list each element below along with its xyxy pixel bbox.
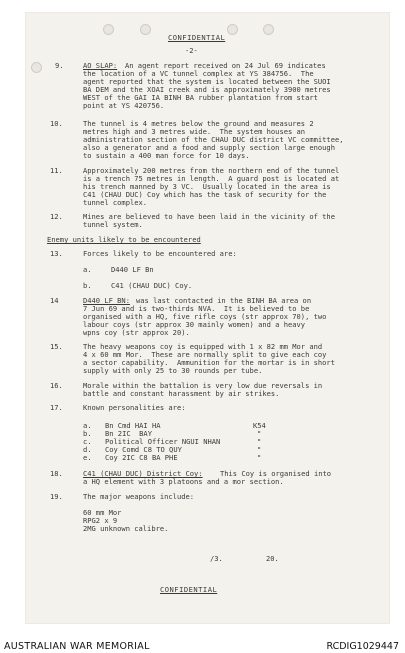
punch-hole (263, 24, 274, 35)
list-item: D440 LF Bn (111, 265, 154, 274)
para-line: 4 x 60 mm Mor. These are normally split to give each coy (83, 350, 327, 359)
para-line: organised with a HQ, five rifle coys (str approx 70), two (83, 312, 327, 321)
list-item: C41 (CHAU DUC) Coy. (111, 281, 193, 290)
punch-hole (103, 24, 114, 35)
para-heading: D440 LF BN: (83, 296, 130, 305)
para-number: 18. (50, 469, 63, 478)
list-mark: " (257, 437, 262, 446)
para-line: Known personalities are: (83, 403, 186, 412)
para-line: 7 Jun 69 and is two-thirds NVA. It is believed to be (83, 304, 310, 313)
para-line: his trench manned by 3 VC. Usually located in the area is (83, 182, 331, 191)
list-item: Coy Comd C8 TO QUY (105, 445, 182, 454)
para-line: agent reported that the system is located between the SUOI (83, 77, 331, 86)
weapon-item: 60 mm Mor (83, 508, 122, 517)
record-id: RCDIG1029447 (326, 641, 399, 652)
para-line: BA DEM and the XOAI creek and is approximately 3900 metres (83, 85, 331, 94)
para-line: The major weapons include: (83, 492, 195, 501)
para-number: 9. (55, 61, 64, 70)
para-line: WEST of the GAI IA BINH BA rubber plantation from start (83, 93, 318, 102)
list-item: Coy 2IC C8 BA PHE (105, 453, 178, 462)
para-line: metres high and 3 metres wide. The system houses an (83, 127, 306, 136)
para-line: The heavy weapons coy is equipped with 1 x 82 mm Mor and (83, 342, 323, 351)
para-line: Mines are believed to have been laid in the vicinity of the (83, 212, 335, 221)
para-line: administration section of the CHAU DUC district VC committee, (83, 135, 344, 144)
para-heading: AO SLAP: (83, 61, 118, 70)
para-line: labour coys (str approx 30 mainly women) and a heavy (83, 320, 306, 329)
para-line: tunnel complex. (83, 198, 148, 207)
continuation-mark: /3. (210, 554, 223, 563)
para-line: Forces likely to be encountered are: (83, 249, 237, 258)
para-line: Approximately 200 metres from the northern end of the tunnel (83, 166, 340, 175)
para-line: the location of a VC tunnel complex at YS 384756. The (83, 69, 314, 78)
list-item: Political Officer NGUI NHAN (105, 437, 221, 446)
para-number: 10. (50, 119, 63, 128)
para-heading: C41 (CHAU DUC) District Coy: (83, 469, 203, 478)
para-line: is a trench 75 metres in length. A guard post is located at (83, 174, 340, 183)
institution-label: AUSTRALIAN WAR MEMORIAL (4, 641, 150, 652)
para-number: 12. (50, 212, 63, 221)
list-letter: d. (83, 445, 92, 454)
document-page (25, 12, 390, 624)
para-number: 13. (50, 249, 63, 258)
para-line: Morale within the battalion is very low due reversals in (83, 381, 323, 390)
section-heading: Enemy units likely to be encountered (47, 235, 201, 244)
para-number: 19. (50, 492, 63, 501)
archive-footer-bar (0, 633, 405, 653)
para-number: 14 (50, 296, 59, 305)
list-letter: b. (83, 429, 92, 438)
weapon-item: RPG2 x 9 (83, 516, 118, 525)
punch-hole (227, 24, 238, 35)
punch-hole (31, 62, 42, 73)
list-item: Bn Cmd HAI HA (105, 421, 161, 430)
para-line: was last contacted in the BINH BA area on (136, 296, 312, 305)
para-line: a HQ element with 3 platoons and a mor section. (83, 477, 284, 486)
classification-bottom: CONFIDENTIAL (160, 585, 218, 594)
para-line: An agent report received on 24 Jul 69 indicates (125, 61, 326, 70)
list-letter: b. (83, 281, 92, 290)
para-line: The tunnel is 4 metres below the ground and measures 2 (83, 119, 314, 128)
para-line: This Coy is organised into (220, 469, 332, 478)
para-number: 11. (50, 166, 63, 175)
list-mark: " (257, 445, 262, 454)
list-mark: K54 (253, 421, 266, 430)
para-line: battle and constant harassment by air strikes. (83, 389, 280, 398)
folio-number: 20. (266, 554, 279, 563)
para-number: 16. (50, 381, 63, 390)
weapon-item: 2MG unknown calibre. (83, 524, 169, 533)
list-letter: a. (83, 421, 92, 430)
para-line: also a generator and a food and supply section large enough (83, 143, 335, 152)
para-line: C41 (CHAU DUC) Coy which has the task of security for the (83, 190, 327, 199)
para-line: a sector capability. Ammunition for the mortar is in short (83, 358, 335, 367)
para-number: 17. (50, 403, 63, 412)
list-mark: " (257, 429, 262, 438)
list-letter: e. (83, 453, 92, 462)
para-line: tunnel system. (83, 220, 143, 229)
para-line: to sustain a 400 man force for 10 days. (83, 151, 250, 160)
classification-top: CONFIDENTIAL (168, 33, 226, 42)
list-item: Bn 2IC BAY (105, 429, 152, 438)
para-line: point at YS 420756. (83, 101, 165, 110)
list-letter: c. (83, 437, 92, 446)
punch-hole (140, 24, 151, 35)
list-letter: a. (83, 265, 92, 274)
page-number: -2- (185, 46, 198, 55)
list-mark: " (257, 453, 262, 462)
para-number: 15. (50, 342, 63, 351)
para-line: supply with only 25 to 30 rounds per tube. (83, 366, 263, 375)
para-line: wpns coy (str approx 20). (83, 328, 190, 337)
